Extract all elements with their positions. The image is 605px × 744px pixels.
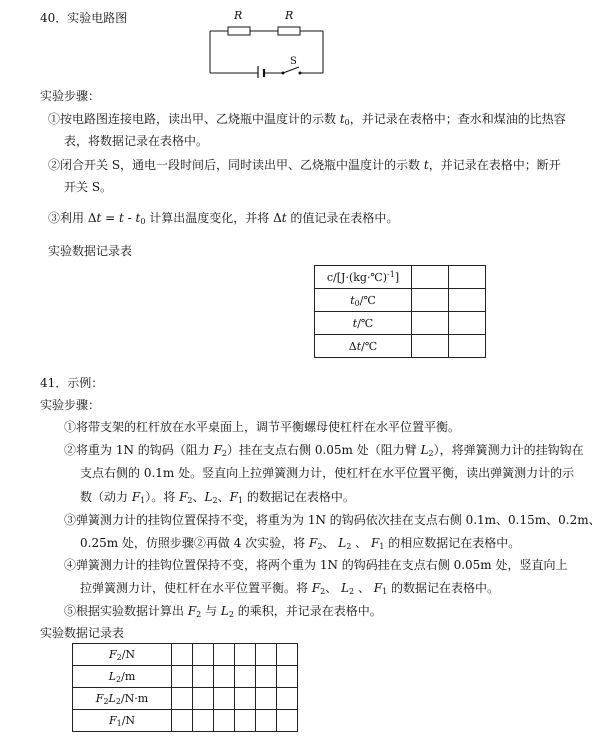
q40-steps-heading: 实验步骤： (40, 89, 101, 103)
q41-step3-line2: 0.25m 处，仿照步骤②再做 4 次实验，将 $F_2$、 $L_2$ 、 $F_1$ 的相应数据记在表格中。 (80, 536, 521, 551)
q41-step2-line1: ②将重为 1N 的钩码（阻力 $F_2$）挂在支点右侧 0.05m 处（阻力臂 $L_2$），将弹簧测力计的挂钩钩在 (64, 443, 584, 458)
table-row (315, 312, 486, 335)
row-header: c/[J·(kg·℃)$^{-1}$] (315, 266, 412, 289)
circuit-diagram (200, 6, 335, 78)
q41-step1: ①将带支架的杠杆放在水平桌面上，调节平衡螺母使杠杆在水平位置平衡。 (64, 420, 461, 434)
table-row (73, 666, 298, 688)
q40-step1-line1: ①按电路图连接电路，读出甲、乙烧瓶中温度计的示数 $t_0$，并记录在表格中；查水和煤油的比热容 (48, 112, 566, 127)
switch-lever (283, 67, 299, 73)
q41-steps-heading: 实验步骤： (40, 398, 101, 412)
q40-table-title: 实验数据记录表 (48, 244, 133, 258)
q40-data-table (314, 265, 486, 358)
table-row (73, 644, 298, 666)
q40-step1-line2: 表，将数据记录在表格中。 (64, 134, 209, 148)
q41-step2-line2: 支点右侧的 0.1m 处。竖直向上拉弹簧测力计，使杠杆在水平位置平衡，读出弹簧测力计的示 (80, 466, 575, 480)
table-row (315, 335, 486, 358)
r2-label: R (285, 9, 294, 22)
row-header: Δt/℃ (315, 335, 412, 358)
row-header: $F_1/N$ (73, 710, 172, 732)
resistor-1 (228, 27, 250, 35)
table-row (315, 289, 486, 312)
table-row (73, 688, 298, 710)
row-header: $F_2/N$ (73, 644, 172, 666)
row-header: $L_2/m$ (73, 666, 172, 688)
switch-label: S (290, 56, 297, 67)
r1-label: R (234, 9, 243, 22)
row-header: t/℃ (315, 312, 412, 335)
q41-step5: ⑤根据实验数据计算出 $F_2$ 与 $L_2$ 的乘积，并记录在表格中。 (64, 604, 382, 619)
row-header: $F_2L_2/N\cdot m$ (73, 688, 172, 710)
table-row (73, 710, 298, 732)
q40-step3: ③利用 $\Delta t = t - t_0$ 计算出温度变化，并将 Δt 的值记录在表格中。 (48, 211, 399, 226)
resistor-2 (278, 27, 300, 35)
q41-step3-line1: ③弹簧测力计的挂钩位置保持不变，将重为为 1N 的钩码依次挂在支点右侧 0.1m、0.15m、0.2m、 (64, 513, 601, 527)
q40-step2-line2: 开关 S。 (64, 180, 113, 194)
q41-data-table (72, 643, 298, 732)
q40-title: 40．实验电路图 (40, 11, 128, 25)
q41-step4-line1: ④弹簧测力计的挂钩位置保持不变，将两个重为 1N 的钩码挂在支点右侧 0.05m 处，竖直向上 (64, 558, 568, 572)
table-row (315, 266, 486, 289)
q41-table-title: 实验数据记录表 (40, 626, 125, 640)
q40-step2-line1: ②闭合开关 S，通电一段时间后，同时读出甲、乙烧瓶中温度计的示数 t，并记录在表格中；断开 (48, 158, 561, 172)
q41-title: 41．示例： (40, 376, 104, 390)
q41-step2-line3: 数（动力 $F_1$）。将 $F_2$、$L_2$、$F_1$ 的数据记在表格中。 (80, 490, 355, 505)
q41-step4-line2: 拉弹簧测力计，使杠杆在水平位置平衡。将 $F_2$、 $L_2$ 、 $F_1$ 的数据记在表格中。 (80, 581, 500, 596)
row-header: $t_0/℃$ (315, 289, 412, 312)
